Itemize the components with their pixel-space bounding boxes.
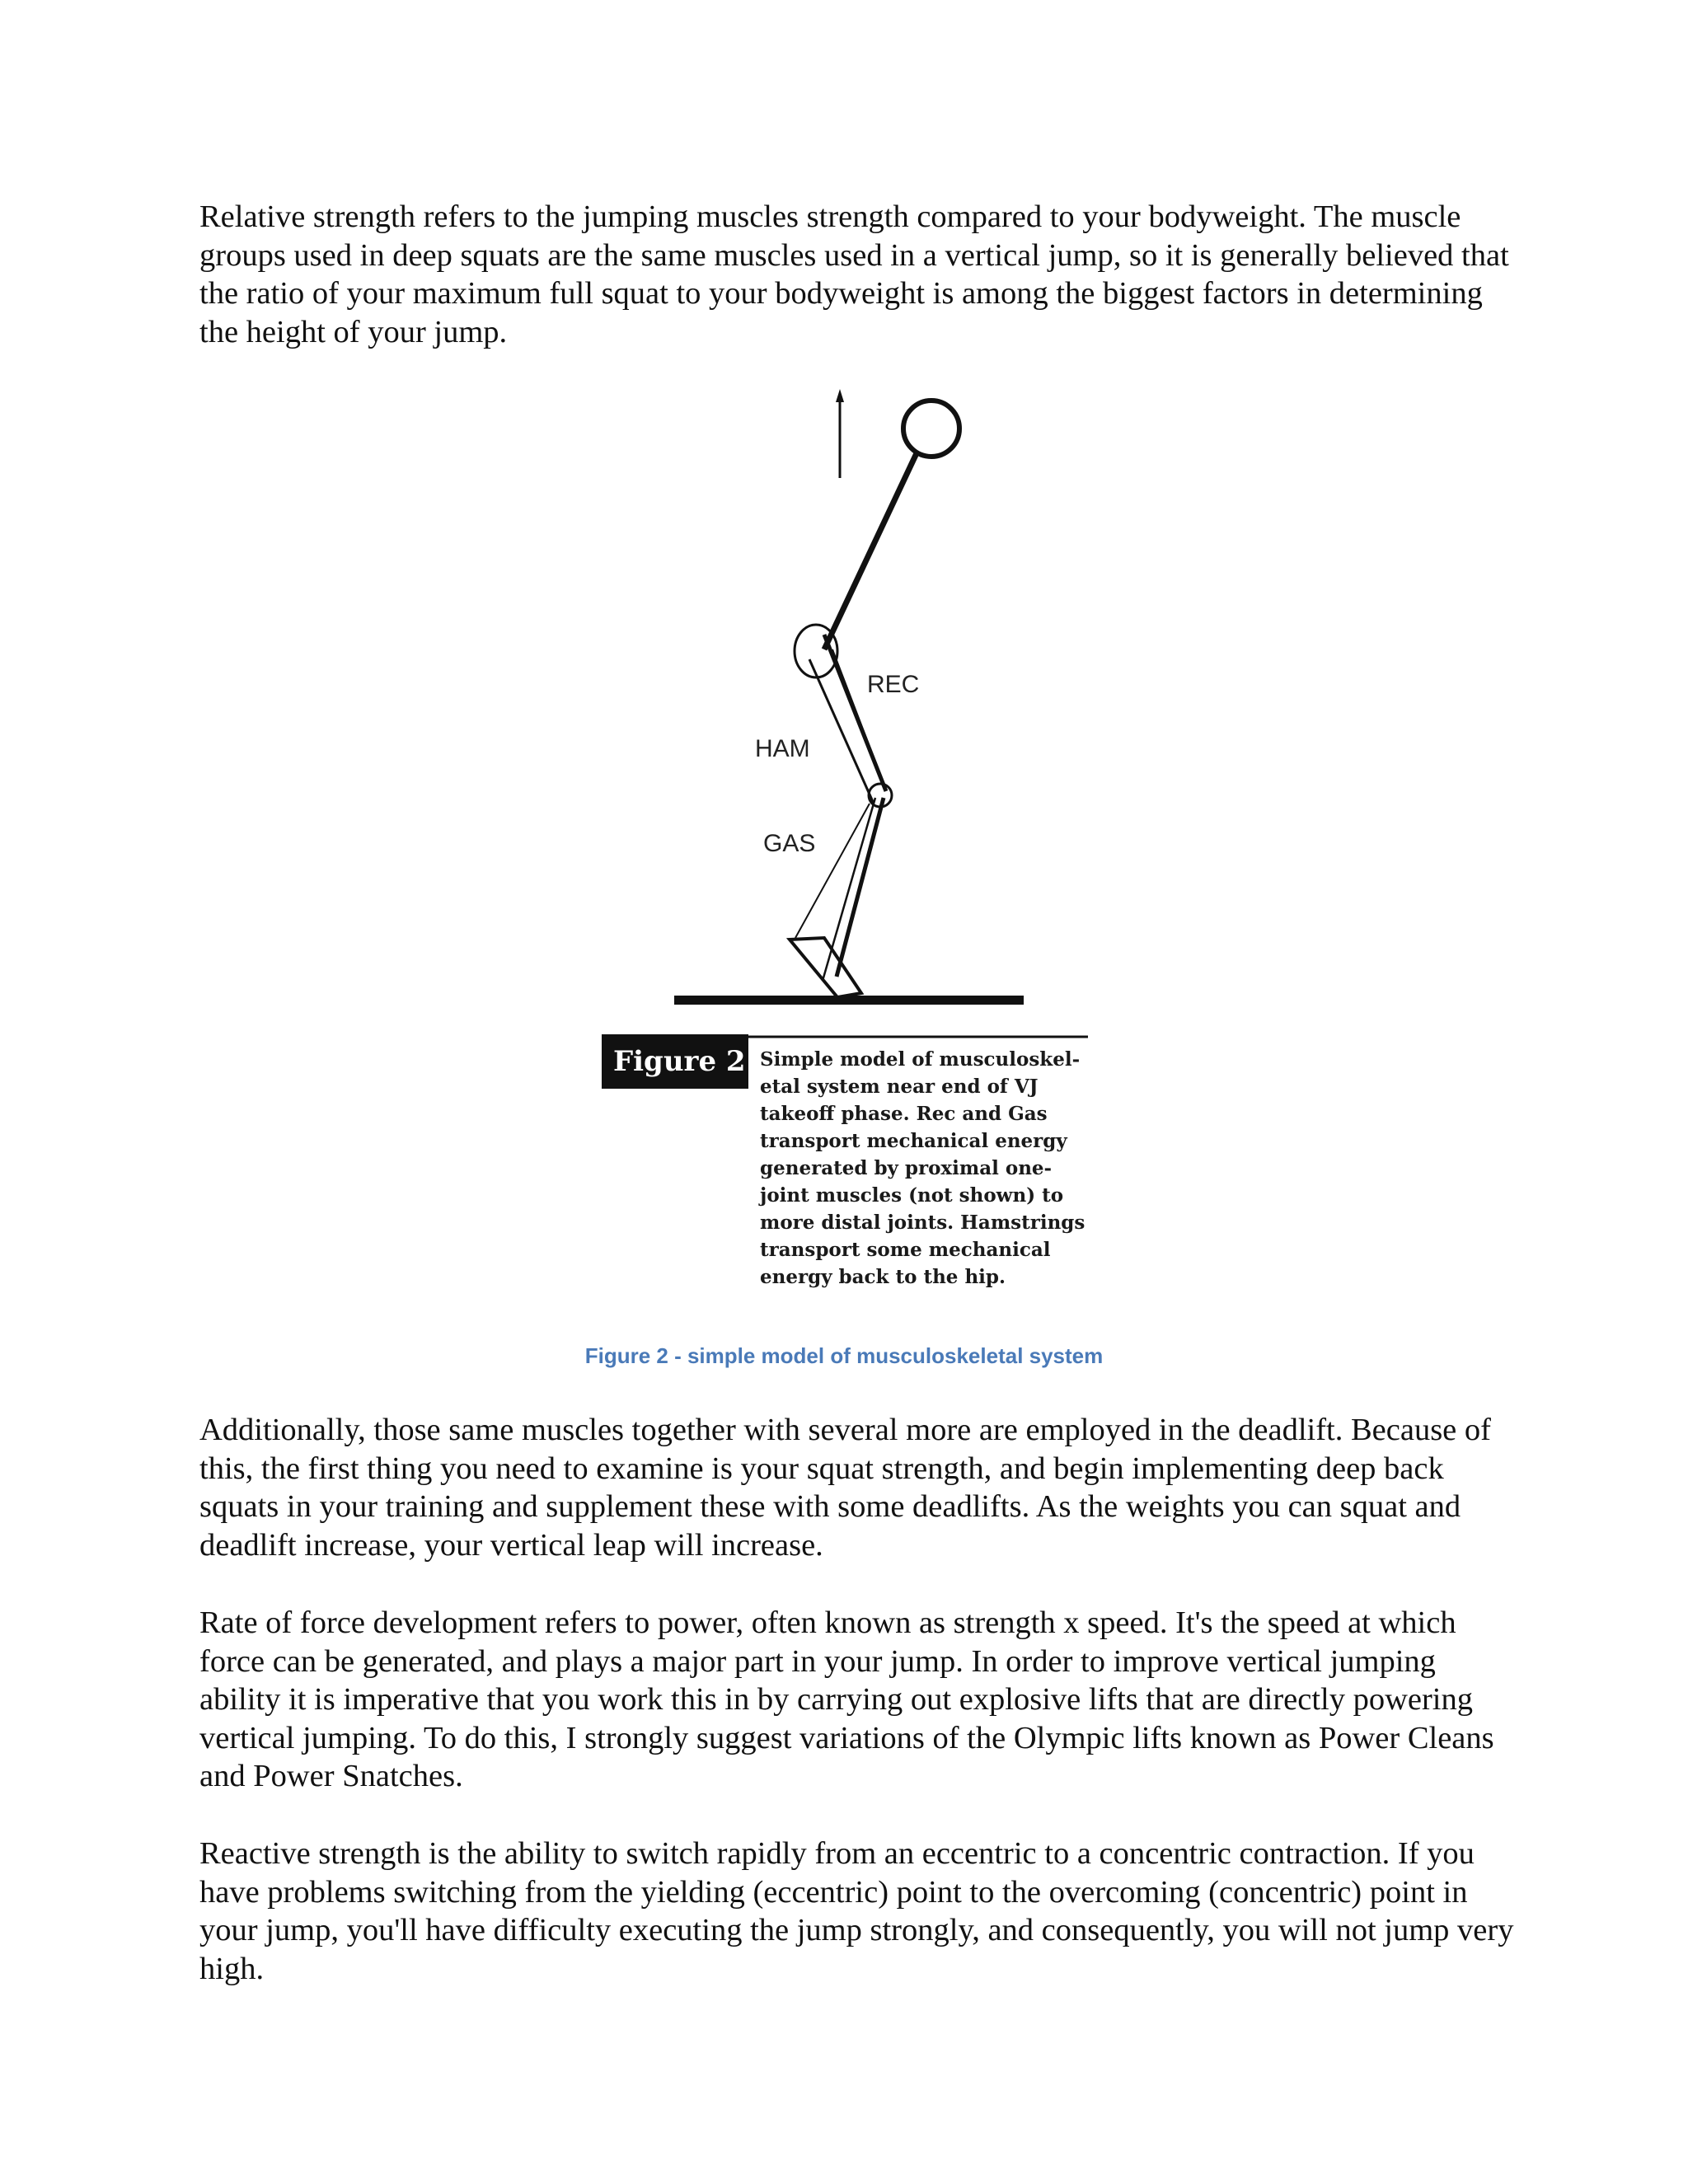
- paragraph-relative-strength: Relative strength refers to the jumping muscles strength compared to your bodyweight. The muscle groups used in deep squats are the same muscles used in a vertical jump, so it is generally believed that the ratio of your maximum full squat to your bodyweight is among the biggest factors in determining the height of your jump.: [199, 199, 1509, 349]
- figure-caption: Figure 2 - simple model of musculoskeletal system: [584, 1343, 1104, 1368]
- label-rec: REC: [867, 671, 920, 698]
- label-ham: HAM: [755, 735, 810, 762]
- figure-badge-text: Figure 2: [613, 1045, 746, 1078]
- head-circle: [903, 401, 959, 457]
- figure-desc-line: transport some mechanical: [760, 1239, 1051, 1261]
- figure-description: [758, 1048, 1085, 1288]
- label-gas: GAS: [763, 830, 816, 857]
- musculoskeletal-figure: [577, 387, 1121, 1310]
- figure-desc-line: etal system near end of VJ: [760, 1076, 1039, 1098]
- figure-desc-line: energy back to the hip.: [760, 1266, 1006, 1288]
- figure-desc-line: joint muscles (not shown) to: [760, 1184, 1064, 1207]
- paragraph-rate-of-force: Rate of force development refers to power, often known as strength x speed. It's the speed at which force can be generated, and plays a major part in your jump. In order to improve vertical jumping ability it is imperative that you work this in by carrying out explosive lifts that are directly powering vertical jumping. To do this, I strongly suggest variations of the Olympic lifts known as Power Cleans and Power Snatches.: [199, 1605, 1494, 1793]
- upward-arrow-icon: [836, 389, 844, 478]
- ground-bar: [674, 996, 1024, 1005]
- figure-desc-line: transport mechanical energy: [760, 1130, 1067, 1152]
- paragraph-deadlift: Additionally, those same muscles together with several more are employed in the deadlift. Because of this, the first thing you need to examine is your squat strength, and begin implementing deep back squats in your training and supplement these with some deadlifts. As the weights you can squat and deadlift increase, your vertical leap will increase.: [199, 1413, 1491, 1563]
- trunk-line: [824, 453, 917, 649]
- figure-desc-line: Simple model of musculoskel-: [760, 1048, 1081, 1071]
- figure-desc-line: takeoff phase. Rec and Gas: [760, 1103, 1048, 1125]
- paragraph-reactive-strength: Reactive strength is the ability to switch rapidly from an eccentric to a concentric contraction. If you have problems switching from the yielding (eccentric) point to the overcoming (concentric) point in your jump, you'll have difficulty executing the jump strongly, and consequently, you will not jump very high.: [199, 1836, 1514, 1986]
- shank-line: [837, 798, 884, 977]
- gas-muscle-line: [795, 804, 870, 938]
- figure-desc-line: generated by proximal one-: [760, 1157, 1053, 1179]
- figure-desc-line: more distal joints. Hamstrings: [760, 1212, 1085, 1234]
